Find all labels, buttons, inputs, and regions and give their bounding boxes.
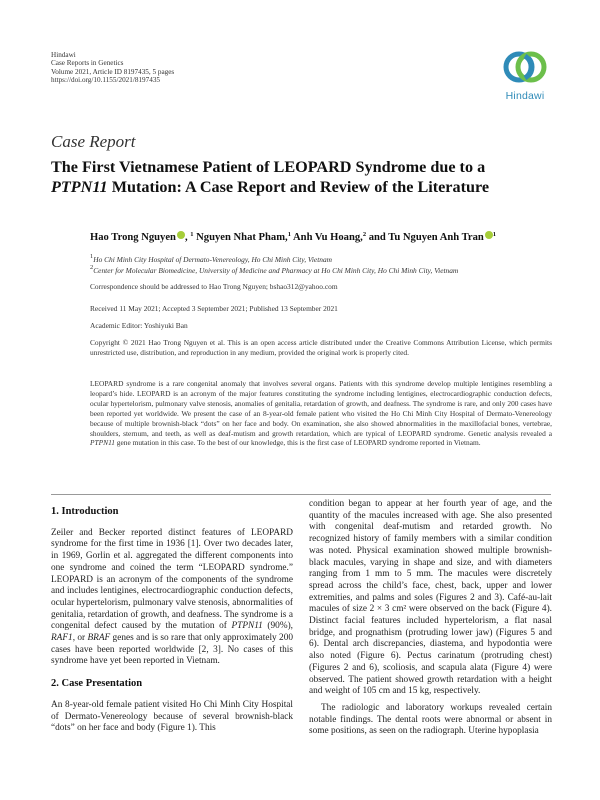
article-type: Case Report (51, 132, 136, 151)
author-affiliation-mark: 1 (287, 231, 291, 238)
logo-wordmark: Hindawi (505, 90, 545, 102)
gene-name: PTPN11 (231, 621, 263, 632)
hindawi-logo (497, 47, 553, 107)
gene-name: RAF1 (51, 633, 73, 644)
correspondence: Correspondence should be addressed to Hao Trong Nguyen; bshao312@yahoo.com (90, 282, 338, 291)
orcid-icon[interactable] (177, 231, 185, 239)
abstract-gene: PTPN11 (90, 438, 115, 448)
intro-text: (90%), (262, 621, 293, 632)
gene-name: BRAF (87, 633, 111, 644)
orcid-icon[interactable] (485, 231, 493, 239)
case-paragraph: An 8-year-old female patient visited Ho Chi Minh City Hospital of Dermato-Venereology because of several brownish-black “dots” on her face and body (Figure 1). This (51, 699, 293, 734)
affiliation-number: 1 (90, 253, 94, 260)
affiliation-number: 2 (90, 264, 94, 271)
hindawi-logo-icon (497, 47, 553, 89)
affiliation-2 (90, 263, 458, 276)
section-heading-case-presentation: 2. Case Presentation (51, 678, 143, 690)
intro-text: , or (72, 633, 88, 644)
intro-text: Zeiler and Becker reported distinct features of LEOPARD syndrome for the first time in 1936 [1]. Over two decades later, in 1969, Gorlin et al. aggregated the different components into one syndrome and coined the term “LEOPARD syndrome.” LEOPARD is an acronym of the components of the syndrome and includes lentigines, electrocardiographic conduction defects, ocular hypertelorism, pulmonary valve stenosis, abnormalities of genitalia, retardation of growth, and deafness. The syndrome is a congenital defect caused by the mutation of (51, 527, 293, 632)
affiliation-text: Ho Chi Minh City Hospital of Dermato-Venereology, Ho Chi Minh City, Vietnam (93, 255, 332, 264)
journal-name: Case Reports in Genetics (51, 59, 124, 68)
author-affiliation-mark: 2 (362, 231, 367, 238)
abstract-text-1: LEOPARD syndrome is a rare congenital anomaly that involves several organs. Patients with this syndrome develop multiple lentigines resembling a leopard’s hide. LEOPARD is an acronym of the major features constituting the syndrome including lentigines, electrocardiographic conduction defects, ocular hypertelorism, pulmonary valve stenosis, anomalies of genitalia, retardation of growth, and deafness. The syndrome is rare, and only 200 cases have been reported yet worldwide. We present the case of an 8-year-old female patient who visited the Ho Chi Minh City Hospital of Dermato-Venereology because of multiple brownish-black “dots” on her face and body. On examination, she also showed abnormalities in the maxillofacial bones, vertebrae, shoulders, sternum, and teeth, as well as deaf-mutism and growth retardation, which are typical of LEOPARD syndrome. Genetic analysis revealed a (90, 379, 552, 438)
intro-text: genes and is so rare that only approximately 200 cases have been reported worldwide [2, 3]. No cases of this syndrome have yet been reported in Vietnam. (51, 633, 293, 667)
author-name[interactable]: Anh Vu Hoang (293, 232, 361, 243)
intro-paragraph (51, 528, 293, 668)
author-affiliation-mark: 1 (492, 231, 497, 238)
workup-paragraph: The radiologic and laboratory workups revealed certain notable findings. The dental roots were abnormal or absent in some positions, as seen on the radiograph. Uterine hypoplasia (309, 702, 552, 737)
publication-dates: Received 11 May 2021; Accepted 3 September 2021; Published 13 September 2021 (90, 304, 338, 313)
title-line-1: The First Vietnamese Patient of LEOPARD Syndrome due to a (51, 158, 486, 176)
affiliation-text: Center for Molecular Biomedicine, University of Medicine and Pharmacy at Ho Chi Minh City, Ho Chi Minh City, Vietnam (93, 266, 459, 275)
author-name[interactable]: Hao Trong Nguyen (90, 232, 176, 243)
volume-info: Volume 2021, Article ID 8197435, 5 pages (51, 67, 175, 76)
author-list: Hao Trong Nguyen , $^1$ Nguyen Nhat Pham,$^1$ Anh Vu Hoang,$^2$ and Tu Nguyen Anh Tran $^1$ (90, 231, 497, 243)
doi-link[interactable]: https://doi.org/10.1155/2021/8197435 (51, 75, 161, 84)
section-heading-introduction: 1. Introduction (51, 506, 119, 517)
copyright-notice: Copyright © 2021 Hao Trong Nguyen et al. This is an open access article distributed under the Creative Commons Attribution License, which permits unrestricted use, distribution, and reproduction in any medium, provided the original work is properly cited. (90, 338, 552, 357)
article-title (51, 158, 551, 197)
abstract (90, 379, 552, 448)
section-divider (51, 494, 551, 495)
abstract-text-2: gene mutation in this case. To the best of our knowledge, this is the first case of LEOPARD syndrome reported in Vietnam. (114, 438, 481, 448)
journal-header (51, 51, 174, 84)
title-gene: PTPN11 (51, 177, 108, 196)
author-name[interactable]: Tu Nguyen Anh Tran (388, 232, 484, 243)
author-name[interactable]: Nguyen Nhat Pham (196, 232, 286, 243)
author-separator: and (366, 232, 389, 243)
author-affiliation-mark: 1 (190, 231, 194, 238)
case-paragraph-continued: condition began to appear at her fourth year of age, and the quantity of the macules increased with age. She also presented with congenital deaf-mutism and retarded growth. No recognized history of family members with a similar condition was noted. Physical examination showed multiple brownish-black macules, varying in shape and size, and with diameters ranging from 1 mm to 5 mm. The macules were discretely spread across the child’s face, chest, back, upper and lower extremities, and palms and soles (Figures 2 and 3). Café-au-lait macules of size 2 × 3 cm² were observed on the back (Figure 4). Distinct facial features included hypertelorism, a flat nasal bridge, and prognathism (protruding lower jaw) (Figures 5 and 6). Dental arch discrepancies, diastema, and hypodontia were also noted (Figure 6). Pectus carinatum (protruding chest) (Figures 2 and 6), scoliosis, and scapula alata (Figure 4) were observed. The patient showed growth retardation with a height and weight of 105 cm and 15 kg, respectively. (309, 499, 552, 697)
author-separator: , (184, 232, 191, 243)
right-column (309, 499, 552, 738)
title-line-2: Mutation: A Case Report and Review of the Literature (107, 177, 490, 196)
publisher-name: Hindawi (51, 51, 76, 59)
left-column (51, 506, 293, 735)
academic-editor: Academic Editor: Yoshiyuki Ban (90, 321, 188, 330)
